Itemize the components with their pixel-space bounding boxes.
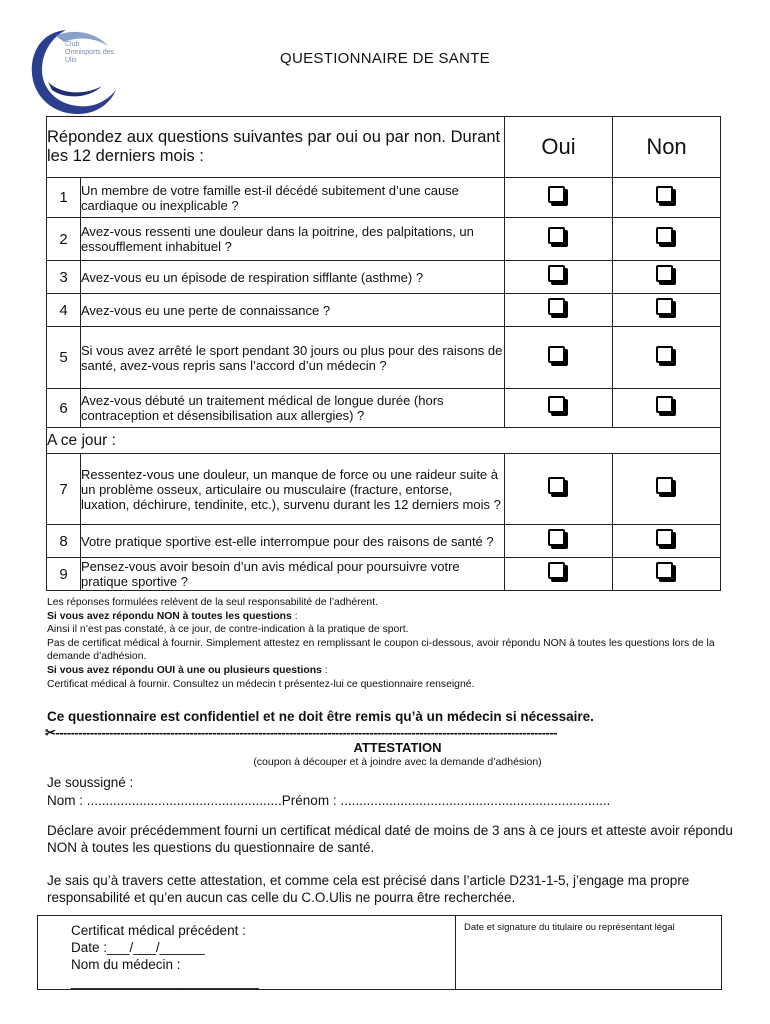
question-number: 7 bbox=[47, 454, 81, 525]
question-number: 9 bbox=[47, 558, 81, 591]
checkbox-non[interactable] bbox=[656, 562, 673, 579]
question-text: Ressentez-vous une douleur, un manque de force ou une raideur suite à un problème osseux, articulaire ou musculaire (fracture, entorse, luxation, déchirure, tendinite, etc.), survenu durant les 12 derniers mois ? bbox=[81, 454, 505, 525]
signature-label: Date et signature du titulaire ou représentant légal bbox=[464, 922, 675, 933]
question-number: 6 bbox=[47, 389, 81, 428]
question-text: Avez-vous ressenti une douleur dans la poitrine, des palpitations, un essoufflement inhabituel ? bbox=[81, 218, 505, 261]
club-logo bbox=[26, 24, 122, 120]
logo-text: Club Omnisports des Ulis bbox=[65, 41, 115, 64]
attestation-subtitle: (coupon à découper et à joindre avec la demande d’adhésion) bbox=[253, 756, 542, 768]
table-row bbox=[47, 327, 721, 389]
section-row bbox=[47, 428, 721, 454]
page-title: QUESTIONNAIRE DE SANTE bbox=[280, 50, 490, 67]
table-row bbox=[47, 389, 721, 428]
declaration-text: Déclare avoir précédemment fourni un certificat médical daté de moins de 3 ans à ce jours et atteste avoir répondu NON à toutes les questions du questionnaire de santé. bbox=[47, 823, 733, 855]
notes-block bbox=[47, 596, 747, 691]
table-row bbox=[47, 261, 721, 294]
question-number: 1 bbox=[47, 178, 81, 218]
certificate-info bbox=[71, 922, 259, 990]
engagement-text: Je sais qu’à travers cette attestation, et comme cela est précisé dans l’article D231-1-5, j’engage ma propre responsabilité et qu’en aucun cas celle du C.O.Ulis ne pourra être recherchée. bbox=[47, 873, 690, 905]
note-no-contraindication: Ainsi il n’est pas constaté, à ce jour, de contre-indication à la pratique de sport. bbox=[47, 624, 409, 636]
table-row bbox=[47, 178, 721, 218]
checkbox-oui[interactable] bbox=[548, 529, 565, 546]
table-row bbox=[47, 454, 721, 525]
checkbox-oui[interactable] bbox=[548, 396, 565, 413]
doctor-name-field[interactable]: _________________________ bbox=[71, 974, 259, 989]
question-number: 2 bbox=[47, 218, 81, 261]
note-all-no-heading: Si vous avez répondu NON à toutes les questions : bbox=[47, 610, 298, 622]
question-number: 8 bbox=[47, 525, 81, 558]
checkbox-non[interactable] bbox=[656, 265, 673, 282]
attestation-title: ATTESTATION bbox=[353, 740, 442, 755]
table-row bbox=[47, 218, 721, 261]
checkbox-non[interactable] bbox=[656, 346, 673, 363]
confidential-notice: Ce questionnaire est confidentiel et ne doit être remis qu’à un médecin si nécessaire. bbox=[47, 709, 594, 724]
checkbox-non[interactable] bbox=[656, 396, 673, 413]
question-number: 3 bbox=[47, 261, 81, 294]
checkbox-oui[interactable] bbox=[548, 346, 565, 363]
question-text: Si vous avez arrêté le sport pendant 30 jours ou plus pour des raisons de santé, avez-vous repris sans l’accord d’un médecin ? bbox=[81, 327, 505, 389]
checkbox-non[interactable] bbox=[656, 298, 673, 315]
table-row bbox=[47, 294, 721, 327]
question-text: Pensez-vous avoir besoin d’un avis médical pour poursuivre votre pratique sportive ? bbox=[81, 558, 505, 591]
question-text: Avez-vous eu un épisode de respiration sifflante (asthme) ? bbox=[81, 261, 505, 294]
date-field[interactable]: Date :___/___/______ bbox=[71, 940, 205, 955]
soussigne-label: Je soussigné : bbox=[47, 775, 134, 790]
checkbox-oui[interactable] bbox=[548, 562, 565, 579]
question-text: Avez-vous eu une perte de connaissance ? bbox=[81, 294, 505, 327]
checkbox-oui[interactable] bbox=[548, 227, 565, 244]
note-responsibility: Les réponses formulées relèvent de la seul responsabilité de l’adhérent. bbox=[47, 597, 378, 608]
question-number: 4 bbox=[47, 294, 81, 327]
checkbox-oui[interactable] bbox=[548, 265, 565, 282]
name-fields[interactable]: Nom : ....................................................Prénom : ........................................................................ bbox=[47, 793, 611, 808]
note-yes-heading: Si vous avez répondu OUI à une ou plusieurs questions : bbox=[47, 664, 328, 676]
column-header-non: Non bbox=[613, 117, 721, 178]
checkbox-non[interactable] bbox=[656, 227, 673, 244]
checkbox-non[interactable] bbox=[656, 477, 673, 494]
note-no-certificate: Pas de certificat médical à fournir. Simplement attestez en remplissant le coupon ci-dessous, avoir répondu NON à toutes les questions lors de la demande d’adhésion. bbox=[47, 637, 715, 663]
table-intro: Répondez aux questions suivantes par oui ou par non. Durant les 12 derniers mois : bbox=[47, 117, 505, 178]
section-heading: A ce jour : bbox=[47, 428, 721, 454]
note-certificate-required: Certificat médical à fournir. Consultez un médecin t présentez-lui ce questionnaire renseigné. bbox=[47, 678, 475, 690]
certificate-label: Certificat médical précédent : bbox=[71, 923, 246, 938]
table-header-row bbox=[47, 117, 721, 178]
question-number: 5 bbox=[47, 327, 81, 389]
question-text: Un membre de votre famille est-il décédé subitement d’une cause cardiaque ou inexplicable ? bbox=[81, 178, 505, 218]
doctor-name-label: Nom du médecin : bbox=[71, 957, 181, 972]
question-text: Avez-vous débuté un traitement médical de longue durée (hors contraception et désensibilisation aux allergies) ? bbox=[81, 389, 505, 428]
checkbox-oui[interactable] bbox=[548, 477, 565, 494]
checkbox-non[interactable] bbox=[656, 186, 673, 203]
column-header-oui: Oui bbox=[505, 117, 613, 178]
question-text: Votre pratique sportive est-elle interrompue pour des raisons de santé ? bbox=[81, 525, 505, 558]
questionnaire-table bbox=[46, 116, 721, 591]
signature-box bbox=[37, 915, 722, 990]
checkbox-non[interactable] bbox=[656, 529, 673, 546]
signature-box-divider bbox=[455, 916, 456, 989]
table-row bbox=[47, 558, 721, 591]
checkbox-oui[interactable] bbox=[548, 186, 565, 203]
checkbox-oui[interactable] bbox=[548, 298, 565, 315]
scissors-cut-line: ✂----------------------------------------------------------------------------------------------------------------------------------- bbox=[45, 725, 558, 740]
table-row bbox=[47, 525, 721, 558]
